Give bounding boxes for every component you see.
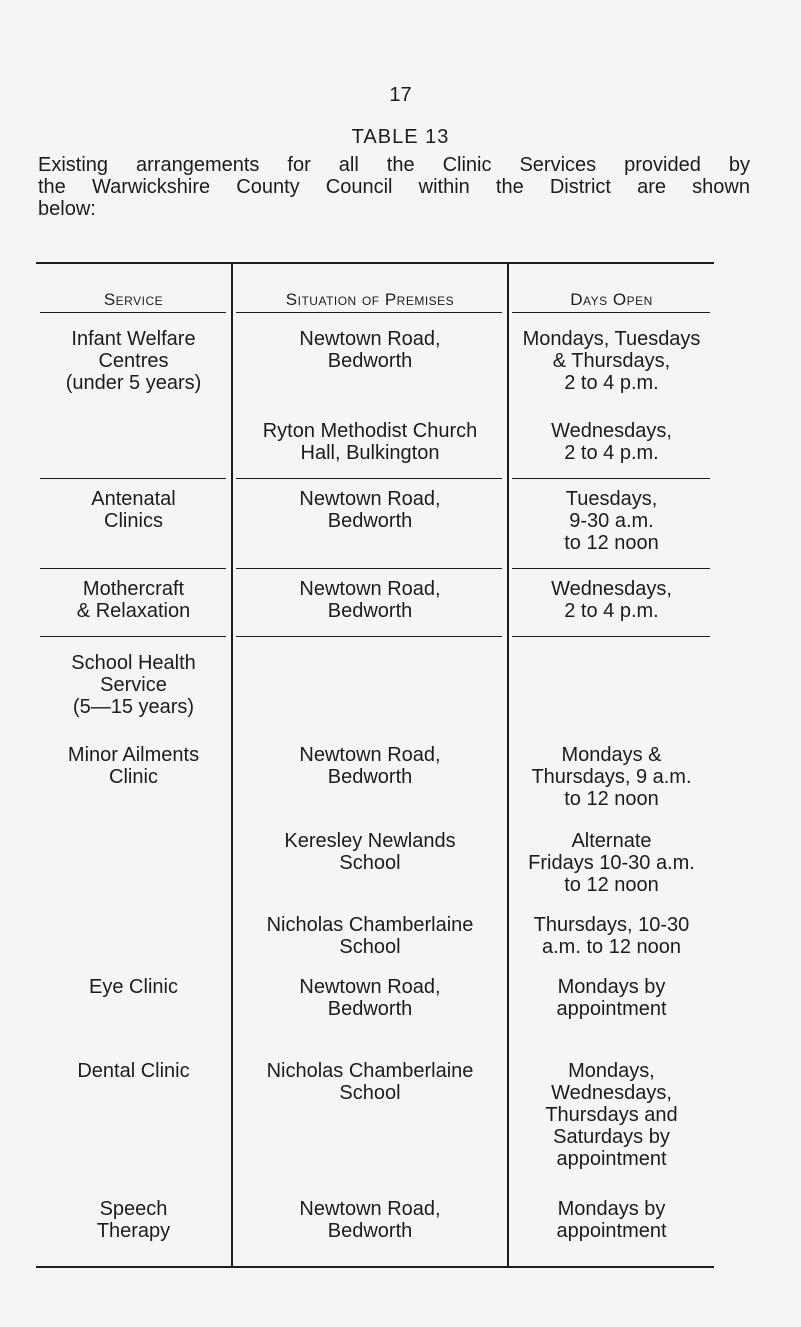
header-service: Service bbox=[103, 290, 164, 309]
row-rule bbox=[40, 636, 226, 637]
service-cell: Eye Clinic bbox=[89, 976, 178, 998]
header-rule bbox=[236, 312, 502, 313]
service-cell: Infant Welfare Centres (under 5 years) bbox=[65, 328, 202, 394]
service-cell: School Health Service (5—15 years) bbox=[71, 652, 196, 718]
intro-line: the Warwickshire County Council within the District are shown bbox=[38, 176, 750, 198]
days-cell: Thursdays, 10-30 a.m. to 12 noon bbox=[533, 914, 690, 958]
premises-cell: Newtown Road, Bedworth bbox=[299, 1198, 441, 1242]
header-rule bbox=[512, 312, 710, 313]
table-bottom-rule bbox=[36, 1266, 714, 1268]
table-title: TABLE 13 bbox=[351, 126, 450, 148]
premises-cell: Newtown Road, Bedworth bbox=[299, 578, 441, 622]
row-rule bbox=[40, 478, 226, 479]
row-rule bbox=[512, 568, 710, 569]
premises-cell: Ryton Methodist Church Hall, Bulkington bbox=[262, 420, 478, 464]
intro-line: Existing arrangements for all the Clinic Services provided by bbox=[38, 154, 750, 176]
service-cell: Mothercraft & Relaxation bbox=[76, 578, 191, 622]
row-rule bbox=[512, 478, 710, 479]
days-cell: Wednesdays, 2 to 4 p.m. bbox=[551, 420, 672, 464]
service-cell: Antenatal Clinics bbox=[91, 488, 176, 532]
premises-cell: Newtown Road, Bedworth bbox=[299, 328, 441, 372]
header-days: Days Open bbox=[570, 290, 653, 309]
days-cell: Mondays, Wednesdays, Thursdays and Saturdays by appointment bbox=[545, 1060, 678, 1170]
premises-cell: Newtown Road, Bedworth bbox=[299, 488, 441, 532]
intro-paragraph bbox=[38, 154, 750, 220]
intro-line: below: bbox=[38, 198, 96, 220]
table-top-rule bbox=[36, 262, 714, 264]
days-cell: Mondays by appointment bbox=[556, 1198, 667, 1242]
days-cell: Mondays by appointment bbox=[556, 976, 667, 1020]
service-cell: Minor Ailments Clinic bbox=[67, 744, 200, 788]
row-rule bbox=[40, 568, 226, 569]
service-cell: Dental Clinic bbox=[77, 1060, 190, 1082]
header-rule bbox=[40, 312, 226, 313]
premises-cell: Keresley Newlands School bbox=[284, 830, 456, 874]
days-cell: Mondays & Thursdays, 9 a.m. to 12 noon bbox=[531, 744, 692, 810]
premises-cell: Nicholas Chamberlaine School bbox=[266, 1060, 474, 1104]
days-cell: Alternate Fridays 10-30 a.m. to 12 noon bbox=[528, 830, 695, 896]
header-premises: Situation of Premises bbox=[285, 290, 455, 309]
row-rule bbox=[236, 478, 502, 479]
premises-cell: Newtown Road, Bedworth bbox=[299, 744, 441, 788]
row-rule bbox=[236, 636, 502, 637]
premises-cell: Newtown Road, Bedworth bbox=[299, 976, 441, 1020]
service-cell: Speech Therapy bbox=[96, 1198, 171, 1242]
days-cell: Wednesdays, 2 to 4 p.m. bbox=[551, 578, 672, 622]
page-number: 17 bbox=[389, 84, 412, 106]
row-rule bbox=[236, 568, 502, 569]
premises-cell: Nicholas Chamberlaine School bbox=[266, 914, 474, 958]
row-rule bbox=[512, 636, 710, 637]
days-cell: Mondays, Tuesdays & Thursdays, 2 to 4 p.m. bbox=[522, 328, 701, 394]
days-cell: Tuesdays, 9-30 a.m. to 12 noon bbox=[564, 488, 659, 554]
